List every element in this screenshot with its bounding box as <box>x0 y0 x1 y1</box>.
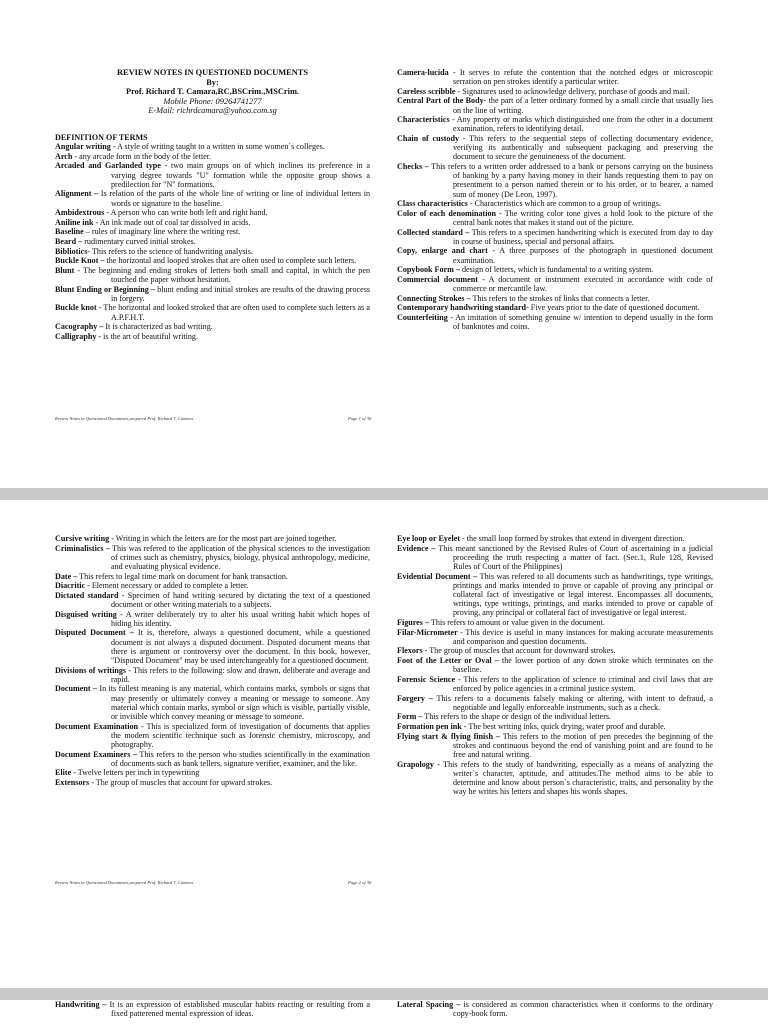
glossary-definition: This refers to legal time mark on document for bank transaction. <box>77 571 288 581</box>
glossary-entry <box>55 208 370 217</box>
glossary-entry <box>397 694 713 712</box>
glossary-entry <box>397 275 713 293</box>
page-2-left-entries <box>55 534 370 787</box>
glossary-entry <box>397 1000 713 1018</box>
glossary-term: Cursive writing <box>55 534 110 543</box>
glossary-definition: - Five years prior to the date of questioned document. <box>526 303 700 313</box>
glossary-entry <box>55 227 370 236</box>
glossary-definition: - This refers to the sequential steps of collecting documentary evidence, verifying its authentically and subsequent packaging and preserving the document to secure the genuineness of the document. <box>453 133 713 162</box>
glossary-definition: - Writing in which the letters are for the most part are joined together. <box>109 534 337 543</box>
glossary-term: Chain of custody <box>397 133 460 143</box>
glossary-term: Connecting Strokes – <box>397 293 471 303</box>
glossary-entry <box>397 760 713 797</box>
glossary-definition: - The horizontal and looked stroked that are often used to complete such letters as a A.P.F.H.T. <box>96 303 370 322</box>
page-3-right-entries <box>397 1000 713 1018</box>
glossary-entry <box>55 610 370 628</box>
glossary-definition: It is, therefore, always a questioned document, while a questioned document is not always a disputed document. Disputed document means that there is argument or controversy over the document. In this book, however, "Disputed Document" may be used interchangeably for a questioned document. <box>111 628 370 665</box>
glossary-definition: This refers to a written order addressed to a bank or persons carrying on the business of banking by a party having money in their hands requesting them to pay on presentment to a person named therein or to his order, or to bearer, a named sum of money (De Leon, 1997). <box>428 161 713 199</box>
glossary-term: Angular writing <box>55 142 111 152</box>
glossary-term: Foot of the Letter or Oval – <box>397 655 499 665</box>
glossary-definition: - This refers to the science of handwriting analysis. <box>87 246 253 256</box>
glossary-definition: This was refered to the application of the physical sciences to the investigation of crimes such as chemistry, physics, biology, physical anthropology, medicine, and evaluating physical evidence. <box>109 543 370 571</box>
glossary-term: Contemporary handwriting standard <box>397 303 527 313</box>
glossary-definition: - the part of a letter ordinary formed by a small circle that usually lies on the line of writing. <box>453 96 713 115</box>
header-author: Prof. Richard T. Camara,RC,BSCrim.,MSCrim. <box>125 87 300 97</box>
glossary-definition: - Specimen of hand writing secured by dictating the text of a questioned document or other writing materials to a subjects. <box>111 590 371 609</box>
glossary-term: Copy, enlarge and chart <box>397 246 488 256</box>
page-2-right-entries <box>397 534 713 796</box>
glossary-definition: - the small loop formed by strokes that extend in divergent direction. <box>460 534 685 543</box>
glossary-term: Buckle Knot – <box>55 256 105 266</box>
glossary-term: Alignment – <box>55 189 99 199</box>
glossary-definition: - It serves to refute the contention that the notched edges or microscopic serration on pen strokes identify a particular writer. <box>448 68 713 87</box>
glossary-term: Extensors <box>55 777 90 787</box>
glossary-entry <box>397 265 713 274</box>
glossary-definition: - Twelve letters per inch in typewriting <box>71 768 200 778</box>
glossary-term: Disguised writing <box>55 609 117 619</box>
glossary-entry <box>55 581 370 590</box>
page-1-right-column <box>397 68 713 332</box>
glossary-entry <box>55 572 370 581</box>
glossary-definition: - A three purposes of the photograph in questioned document examination. <box>453 246 714 265</box>
glossary-entry <box>55 256 370 265</box>
glossary-definition: It is an expression of established muscular habits reacting or resulting from a fixed patterened mental expression of ideas. <box>106 1000 370 1019</box>
glossary-entry <box>55 722 370 750</box>
glossary-definition: - Element necessary or added to complete a letter. <box>85 581 249 591</box>
glossary-definition: It is characterized as bad writing. <box>103 322 213 332</box>
document-page-1 <box>0 0 768 488</box>
glossary-term: Eye loop or Eyelet <box>397 534 461 543</box>
glossary-term: Lateral Spacing – <box>397 1000 461 1009</box>
glossary-term: Counterfeiting <box>397 312 448 322</box>
glossary-entry <box>55 218 370 227</box>
page-3-left-entries <box>55 1000 370 1018</box>
glossary-term: Characteristics <box>397 115 450 125</box>
glossary-entry <box>55 322 370 331</box>
glossary-term: Date – <box>55 571 78 581</box>
glossary-definition: - two main groups on of which inclines its preference in a varying degree towards "U" formation while the opposite group shows a predilection for "N" formations. <box>111 161 370 189</box>
glossary-definition: - A document or instrument executed in accordance with code of commerce or mercantile law. <box>453 274 713 293</box>
glossary-term: Beard – <box>55 236 83 246</box>
glossary-entry <box>397 228 713 246</box>
glossary-definition: - A style of writing taught to a written in some women`s colleges. <box>110 142 325 152</box>
page-1-right-entries <box>397 68 713 331</box>
glossary-definition: In its fullest meaning is any material, which contains marks, symbols or signs that may presently or ultimately convey a meaning or message to someone. Any material which contain marks, symbol or sign which is visible, partially visible, or invisible which convey meaning or message to someone. <box>96 684 370 721</box>
header-phone: Mobile Phone: 09264741277 <box>163 96 262 106</box>
glossary-term: Forgery – <box>397 693 433 703</box>
glossary-definition: This was refered to all documents such as handwritings, type writings, printings and marks intended to prove or capable of proving any principal or collateral fact of investigative or legal interest. Encompasses all documents, writings, type writings, printings, and marks intended to prove or capable of proving, any principal or collateral fact of investigative or legal interest. <box>453 571 713 618</box>
glossary-term: Forensic Science <box>397 674 456 684</box>
glossary-term: Central Part of the Body <box>397 96 484 106</box>
glossary-entry <box>397 115 713 133</box>
glossary-entry <box>55 544 370 572</box>
glossary-term: Formation pen ink <box>397 721 462 731</box>
glossary-definition: - A person who can write both left and right hand. <box>104 208 268 218</box>
glossary-definition: - The beginning and ending strokes of letters both small and capital, in which the pen touched the paper without hesitation. <box>74 265 370 284</box>
glossary-entry <box>397 618 713 627</box>
glossary-term: Cacography – <box>55 322 104 332</box>
glossary-definition: – rules of imaginary line where the writing rest. <box>83 227 241 237</box>
glossary-definition: - This refers to the following: slow and drawn, deliberate and average and rapid. <box>111 665 370 684</box>
glossary-definition: - An imitation of something genuine w/ intention to depend usually in the form of banknotes and coins. <box>447 312 713 331</box>
page-1-left-column <box>55 68 370 341</box>
document-title: REVIEW NOTES IN QUESTIONED DOCUMENTS <box>116 68 309 77</box>
glossary-term: Diacritic <box>55 581 86 591</box>
glossary-definition: the lower portion of any down stroke which terminates on the baseline. <box>453 655 713 675</box>
glossary-term: Elite <box>55 768 72 778</box>
glossary-term: Grapology <box>397 759 434 769</box>
glossary-entry <box>55 247 370 256</box>
document-header <box>55 68 370 116</box>
document-page-3 <box>0 1000 768 1024</box>
glossary-definition: is considered as common characteristics when it conforms to the ordinary copy-book form. <box>453 1000 713 1019</box>
glossary-definition: Is relation of the parts of the whole line of writing or line of individual letters in words or signature to the baseline. <box>98 189 371 208</box>
glossary-entry <box>55 237 370 246</box>
glossary-entry <box>397 246 713 264</box>
glossary-term: Baseline <box>55 227 84 237</box>
glossary-definition: - A writer deliberately try to alter his usual writing habit which hopes of hiding his identity. <box>111 609 370 628</box>
glossary-definition: This meant sanctioned by the Revised Rules of Court of ascertaining in a judicial proceeding the truth respecting a matter of fact. (Sec.1, Rule 128, Revised Rules of Court of the Philippines) <box>435 543 713 571</box>
glossary-definition: - The group of muscles that account for downward strokes. <box>422 646 616 656</box>
glossary-term: Handwriting – <box>55 1000 107 1009</box>
glossary-definition: design of letters, which is fundamental to a writing system. <box>459 265 654 275</box>
glossary-definition: - An ink made out of coal tar dissolved in acids. <box>93 217 251 227</box>
glossary-entry <box>55 142 370 151</box>
header-by: By: <box>206 77 219 87</box>
glossary-term: Collected standard – <box>397 227 470 237</box>
glossary-definition: This refers to the person who studies scientifically in the examination of documents such as bank tellers, signature verifier, examiner, and the like. <box>111 749 370 768</box>
header-email: E-Mail: richrdcamara@yahoo.com.sg <box>148 106 277 116</box>
glossary-term: Flexors <box>397 646 423 656</box>
glossary-term: Figures – <box>397 618 429 627</box>
glossary-definition: - This is specialized form of investigation of documents that applies the modern scientific technique such as forensic chemistry, microscopy, and photography. <box>111 721 370 749</box>
glossary-entry <box>397 675 713 693</box>
glossary-definition: This refers to a specimen handwriting which is executed from day to day in course of business, special and personal affairs. <box>453 227 714 246</box>
glossary-definition: This refers to the motion of pen precedes the beginning of the strokes and continuous beyond the end of vanishing point and are found to be free and natural writing. <box>453 731 713 759</box>
document-page-2 <box>0 500 768 988</box>
glossary-definition: rudimentary curved initial strokes. <box>82 236 196 246</box>
glossary-term: Arch <box>55 151 73 161</box>
page-3-left-column <box>55 1000 370 1019</box>
glossary-term: Document Examination <box>55 721 138 731</box>
glossary-term: Class characteristics <box>397 199 468 209</box>
glossary-definition: - Characteristics which are common to a group of writings. <box>467 199 661 209</box>
glossary-definition: - Any property or marks which distinguished one from the other in a document examination, refers to identifying detail. <box>449 115 713 134</box>
glossary-entry <box>55 332 370 341</box>
glossary-entry <box>397 162 713 199</box>
glossary-term: Form – <box>397 712 423 722</box>
glossary-entry <box>55 161 370 189</box>
glossary-term: Disputed Document – <box>55 628 134 638</box>
glossary-term: Flying start & flying finish – <box>397 731 500 741</box>
page-number-1: Page 1 of 36 <box>348 416 372 421</box>
glossary-definition: - is the art of beautiful writing. <box>96 331 198 341</box>
glossary-term: Document Examiners – <box>55 749 137 759</box>
glossary-definition: the horizontal and looped strokes that are often used to complete such letters. <box>104 256 357 266</box>
glossary-term: Calligraphy <box>55 331 97 341</box>
glossary-entry <box>55 684 370 721</box>
glossary-term: Divisions of writings <box>55 665 127 675</box>
glossary-term: Blunt <box>55 265 75 275</box>
glossary-entry <box>397 544 713 572</box>
glossary-term: Arcaded and Garlanded type <box>55 161 161 171</box>
glossary-term: Checks – <box>397 161 429 171</box>
glossary-entry <box>55 303 370 321</box>
page-footer-2 <box>55 880 385 885</box>
glossary-term: Document – <box>55 684 97 694</box>
page-number-2: Page 2 of 36 <box>348 880 372 885</box>
section-title: DEFINITION OF TERMS <box>55 132 148 142</box>
glossary-definition: blunt ending and initial strokes are results of the drawing process in forgery. <box>111 284 370 303</box>
glossary-entry <box>397 303 713 312</box>
glossary-entry <box>397 572 713 618</box>
glossary-entry <box>397 732 713 760</box>
glossary-entry <box>55 266 370 284</box>
glossary-definition: - The writing color tone gives a hold look to the picture of the central bank notes that makes it stand out of the picture. <box>453 208 713 227</box>
glossary-definition: - This refers to the study of handwriting, especially as a means of analyzing the writer`s character, aptitude, and attitudes.The method aims to be able to determine and know about person`s characteristic, traits, and personality by the way he writes his letters and shapes his words shapes. <box>433 759 713 797</box>
glossary-entry <box>397 199 713 208</box>
glossary-entry <box>55 534 370 543</box>
glossary-term: Filar-Micrometer <box>397 627 458 637</box>
glossary-definition: - any arcade form in the body of the letter. <box>72 151 212 161</box>
glossary-term: Buckle knot <box>55 303 97 313</box>
glossary-term: Camera-lucida <box>397 68 449 77</box>
glossary-entry <box>55 189 370 207</box>
glossary-term: Copybook Form – <box>397 265 460 275</box>
glossary-definition: - Signatures used to acknowledge delivery, purchase of goods and mail. <box>455 86 690 96</box>
glossary-entry <box>397 96 713 114</box>
glossary-entry <box>55 285 370 303</box>
glossary-term: Dictated standard <box>55 590 119 600</box>
glossary-entry <box>55 666 370 684</box>
glossary-entry <box>397 712 713 721</box>
glossary-term: Careless scribble <box>397 86 456 96</box>
glossary-entry <box>397 134 713 162</box>
glossary-entry <box>397 313 713 331</box>
glossary-term: Commercial document <box>397 274 478 284</box>
glossary-entry <box>55 750 370 768</box>
footer-text: Review Notes in Questioned Documents prepared Prof. Richard T. Camara <box>55 880 193 885</box>
page-3-right-column <box>397 1000 713 1019</box>
footer-text: Review Notes in Questioned Documents prepared Prof. Richard T. Camara <box>55 416 193 421</box>
glossary-entry <box>55 591 370 609</box>
glossary-term: Blunt Ending or Beginning – <box>55 284 156 294</box>
page-2-right-column <box>397 534 713 797</box>
glossary-entry <box>55 1000 370 1018</box>
glossary-term: Bibliotics <box>55 246 88 256</box>
glossary-entry <box>397 68 713 86</box>
glossary-term: Ambidextrous <box>55 208 105 218</box>
glossary-term: Evidence – <box>397 543 436 553</box>
glossary-definition: This refers to amount or value given in the document. <box>429 618 605 627</box>
glossary-definition: This refers to a documents falsely making or altering, with intent to defraud, a negotiable and legally enforceable instruments, such as a check. <box>432 693 714 712</box>
glossary-entry <box>397 534 713 543</box>
glossary-definition: - This refers to the application of science to criminal and civil laws that are enforced by police agencies in a criminal justice system. <box>453 674 713 693</box>
glossary-entry <box>397 722 713 731</box>
glossary-entry <box>55 628 370 665</box>
glossary-term: Color of each denomination <box>397 208 497 218</box>
glossary-term: Criminalistics – <box>55 543 110 553</box>
glossary-term: Evidential Document – <box>397 571 478 581</box>
page-1-left-entries <box>55 142 370 341</box>
glossary-entry <box>397 87 713 96</box>
glossary-entry <box>55 768 370 777</box>
glossary-entry <box>55 152 370 161</box>
glossary-definition: - This device is useful in many instances for making accurate measurements and comparison and question documents. <box>453 627 713 646</box>
glossary-entry <box>55 778 370 787</box>
glossary-term: Aniline ink <box>55 217 94 227</box>
glossary-definition: This refers to the strokes of links that connects a letter. <box>470 293 650 303</box>
glossary-entry <box>397 646 713 655</box>
page-footer-1 <box>55 416 385 421</box>
glossary-entry <box>397 628 713 646</box>
glossary-entry <box>397 209 713 227</box>
glossary-definition: This refers to the shape or design of the individual letters. <box>422 712 612 722</box>
glossary-definition: - The best writing inks, quick drying, water proof and durable. <box>461 721 666 731</box>
glossary-entry <box>397 656 713 674</box>
glossary-entry <box>397 294 713 303</box>
page-2-left-column <box>55 534 370 788</box>
glossary-definition: - The group of muscles that account for upward strokes. <box>89 777 273 787</box>
